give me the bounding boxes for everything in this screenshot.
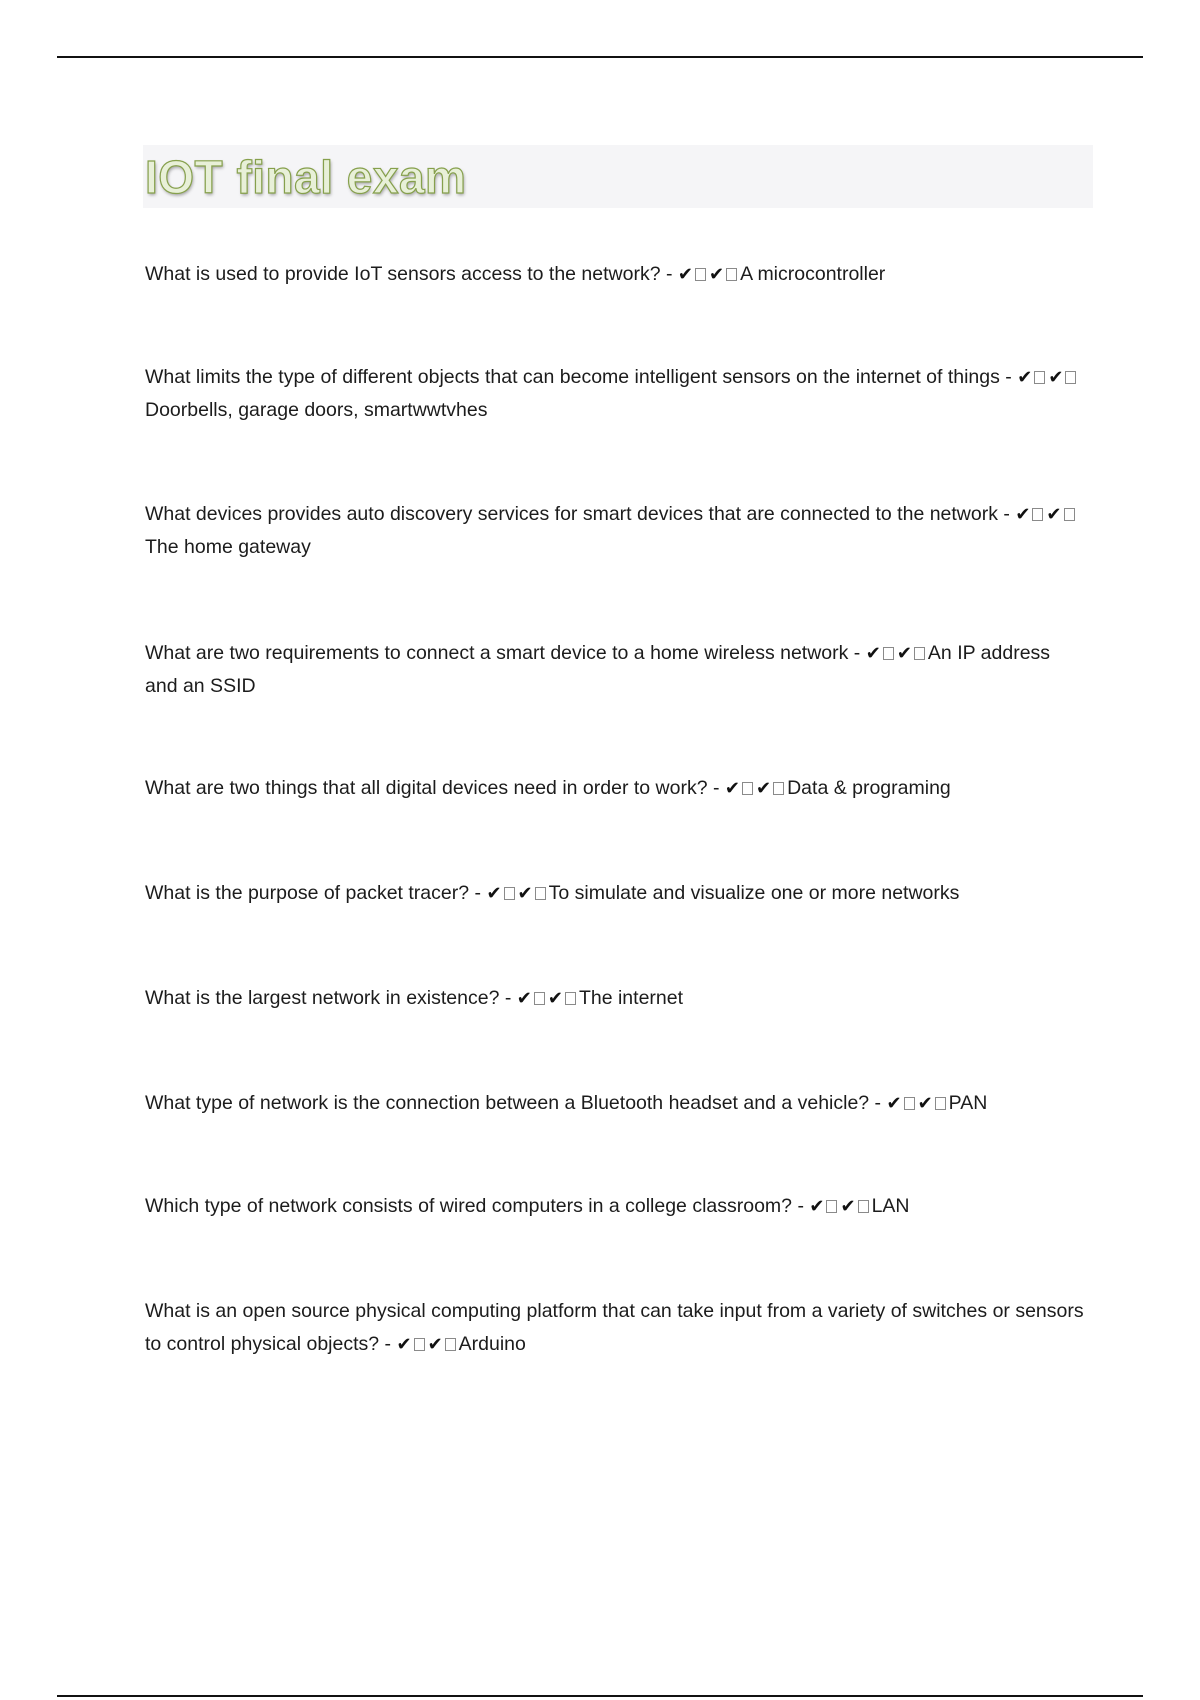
separator: - [469, 882, 487, 904]
box-glyph-icon [535, 887, 546, 900]
qa-item-10 [145, 1295, 1085, 1361]
checkmark-icon: ✔ [756, 778, 772, 799]
separator: - [997, 503, 1016, 525]
answer-text: An IP address and an SSID [145, 642, 1051, 697]
qa-item-8 [145, 1087, 1085, 1120]
qa-item-7 [145, 982, 1085, 1015]
box-glyph-icon [565, 992, 576, 1005]
separator: - [499, 987, 517, 1009]
answer-text: The internet [578, 987, 684, 1009]
checkmark-icon: ✔ [486, 883, 502, 904]
box-glyph-icon [914, 647, 925, 660]
qa-item-6 [145, 877, 1085, 910]
qa-item-5 [145, 772, 1085, 805]
checkmark-icon: ✔ [396, 1334, 412, 1355]
question-text: What is the purpose of packet tracer? [145, 882, 470, 904]
answer-text: PAN [948, 1092, 988, 1114]
answer-text: Data & programing [787, 777, 951, 799]
answer-text: The home gateway [145, 536, 311, 558]
checkmark-icon: ✔ [1017, 367, 1033, 388]
checkmark-icon: ✔ [516, 988, 532, 1009]
box-glyph-icon [773, 782, 784, 795]
checkmark-icon: ✔ [886, 1093, 902, 1114]
answer-text: LAN [871, 1195, 910, 1217]
question-text: What is the largest network in existence? [145, 987, 500, 1009]
checkmark-icon: ✔ [517, 883, 533, 904]
answer-text: Doorbells, garage doors, smartwwtvhes [145, 399, 488, 421]
checkmark-icon: ✔ [809, 1196, 825, 1217]
separator: - [999, 366, 1018, 388]
bottom-rule [57, 1695, 1143, 1697]
checkmark-icon: ✔ [840, 1196, 856, 1217]
qa-item-2 [145, 361, 1085, 427]
checkmark-icon: ✔ [677, 264, 693, 285]
separator: - [848, 642, 866, 664]
checkmark-icon: ✔ [427, 1334, 443, 1355]
qa-item-9 [145, 1190, 1085, 1223]
question-text: What is used to provide IoT sensors access to the network? [145, 263, 661, 285]
separator: - [792, 1195, 810, 1217]
box-glyph-icon [695, 268, 706, 281]
box-glyph-icon [935, 1097, 946, 1110]
checkmark-icon: ✔ [1015, 504, 1031, 525]
box-glyph-icon [742, 782, 753, 795]
separator: - [707, 777, 725, 799]
qa-item-1 [145, 258, 1085, 291]
question-text: What are two requirements to connect a smart device to a home wireless network [145, 642, 849, 664]
box-glyph-icon [414, 1338, 425, 1351]
checkmark-icon: ✔ [709, 264, 725, 285]
qa-item-3 [145, 498, 1085, 564]
checkmark-icon: ✔ [865, 643, 881, 664]
qa-item-4 [145, 637, 1085, 703]
box-glyph-icon [726, 268, 737, 281]
box-glyph-icon [1064, 508, 1075, 521]
checkmark-icon: ✔ [1046, 504, 1062, 525]
box-glyph-icon [534, 992, 545, 1005]
question-text: What is an open source physical computing platform that can take input from a variety of switches or sensors to control physical objects? [145, 1300, 1084, 1355]
box-glyph-icon [1065, 371, 1076, 384]
checkmark-icon: ✔ [724, 778, 740, 799]
separator: - [660, 263, 678, 285]
answer-text: A microcontroller [740, 263, 886, 285]
checkmark-icon: ✔ [896, 643, 912, 664]
separator: - [869, 1092, 887, 1114]
question-text: What devices provides auto discovery services for smart devices that are connected to the network [145, 503, 998, 525]
checkmark-icon: ✔ [1048, 367, 1064, 388]
box-glyph-icon [1032, 508, 1043, 521]
answer-text: Arduino [458, 1333, 526, 1355]
box-glyph-icon [445, 1338, 456, 1351]
box-glyph-icon [904, 1097, 915, 1110]
top-rule [57, 56, 1143, 58]
box-glyph-icon [504, 887, 515, 900]
question-text: What type of network is the connection between a Bluetooth headset and a vehicle? [145, 1092, 870, 1114]
box-glyph-icon [826, 1200, 837, 1213]
box-glyph-icon [883, 647, 894, 660]
checkmark-icon: ✔ [917, 1093, 933, 1114]
document-title: IOT final exam [145, 151, 467, 203]
box-glyph-icon [1034, 371, 1045, 384]
question-text: Which type of network consists of wired computers in a college classroom? [145, 1195, 793, 1217]
question-text: What limits the type of different objects that can become intelligent sensors on the internet of things [145, 366, 1000, 388]
checkmark-icon: ✔ [547, 988, 563, 1009]
separator: - [379, 1333, 397, 1355]
question-text: What are two things that all digital devices need in order to work? [145, 777, 708, 799]
box-glyph-icon [858, 1200, 869, 1213]
answer-text: To simulate and visualize one or more networks [548, 882, 960, 904]
